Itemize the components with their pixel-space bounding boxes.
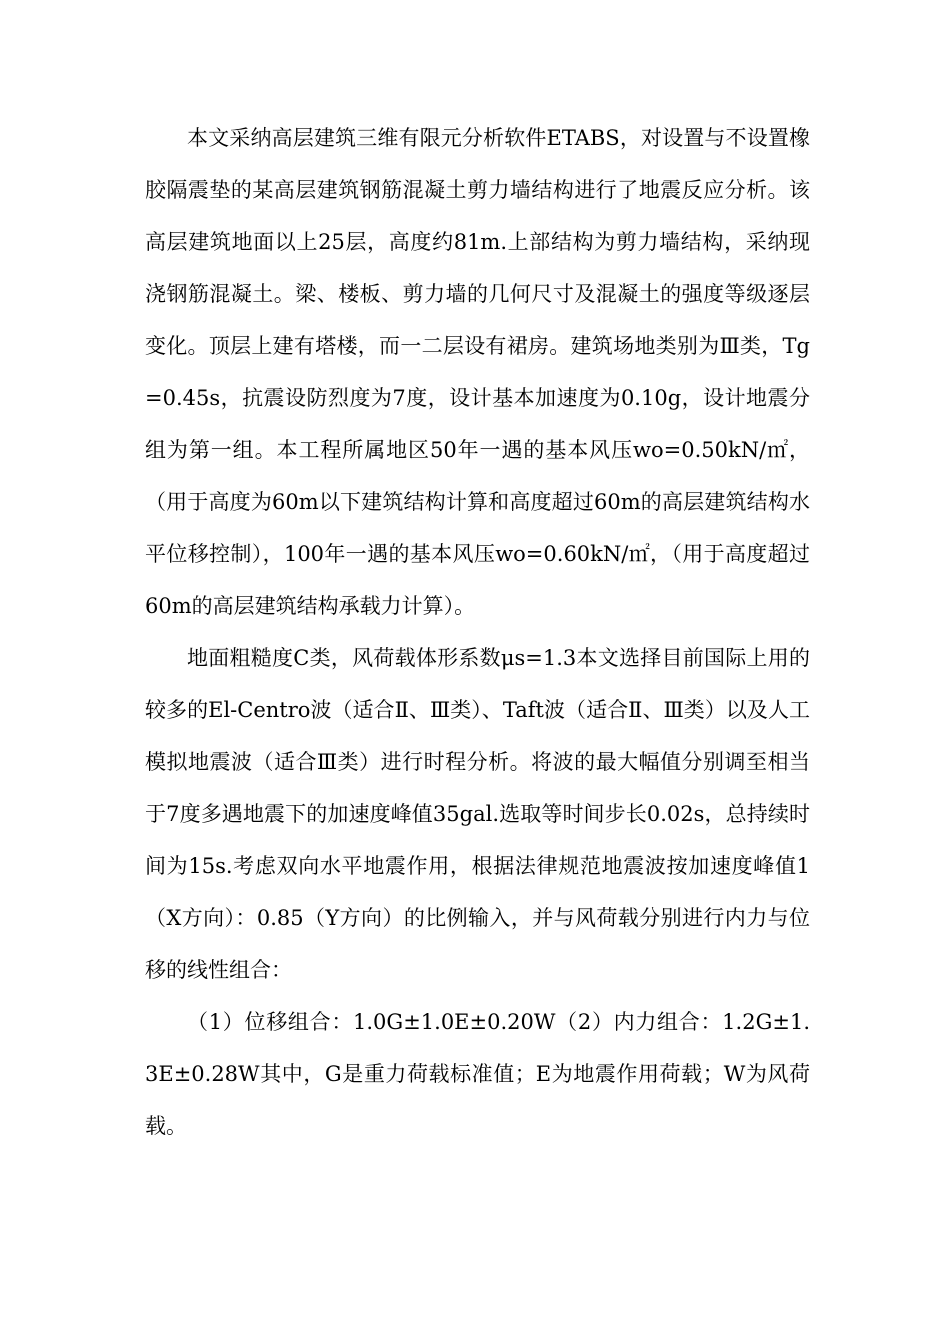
- paragraph-1: 本文采纳高层建筑三维有限元分析软件ETABS，对设置与不设置橡胶隔震垫的某高层建筑钢筋混凝土剪力墙结构进行了地震反应分析。该高层建筑地面以上25层，高度约81m.上部结构为剪力墙结构，采纳现浇钢筋混凝土。梁、楼板、剪力墙的几何尺寸及混凝土的强度等级逐层变化。顶层上建有塔楼，而一二层设有裙房。建筑场地类别为Ⅲ类，Tg=0.45s，抗震设防烈度为7度，设计基本加速度为0.10g，设计地震分组为第一组。本工程所属地区50年一遇的基本风压wo=0.50kN/㎡，（用于高度为60m以下建筑结构计算和高度超过60m的高层建筑结构水平位移控制），100年一遇的基本风压wo=0.60kN/㎡，（用于高度超过60m的高层建筑结构承载力计算）。: [145, 126, 810, 618]
- document-body: [145, 112, 810, 1152]
- paragraph-2: 地面粗糙度C类，风荷载体形系数μs=1.3本文选择目前国际上用的较多的El-Centro波（适合Ⅱ、Ⅲ类）、Taft波（适合Ⅱ、Ⅲ类）以及人工模拟地震波（适合Ⅲ类）进行时程分析。将波的最大幅值分别调至相当于7度多遇地震下的加速度峰值35gal.选取等时间步长0.02s，总持续时间为15s.考虑双向水平地震作用，根据法律规范地震波按加速度峰值1（X方向）：0.85（Y方向）的比例输入，并与风荷载分别进行内力与位移的线性组合：: [145, 646, 810, 982]
- paragraph-3: （1）位移组合：1.0G±1.0E±0.20W（2）内力组合：1.2G±1.3E±0.28W其中，G是重力荷载标准值；E为地震作用荷载；W为风荷载。: [145, 1010, 810, 1138]
